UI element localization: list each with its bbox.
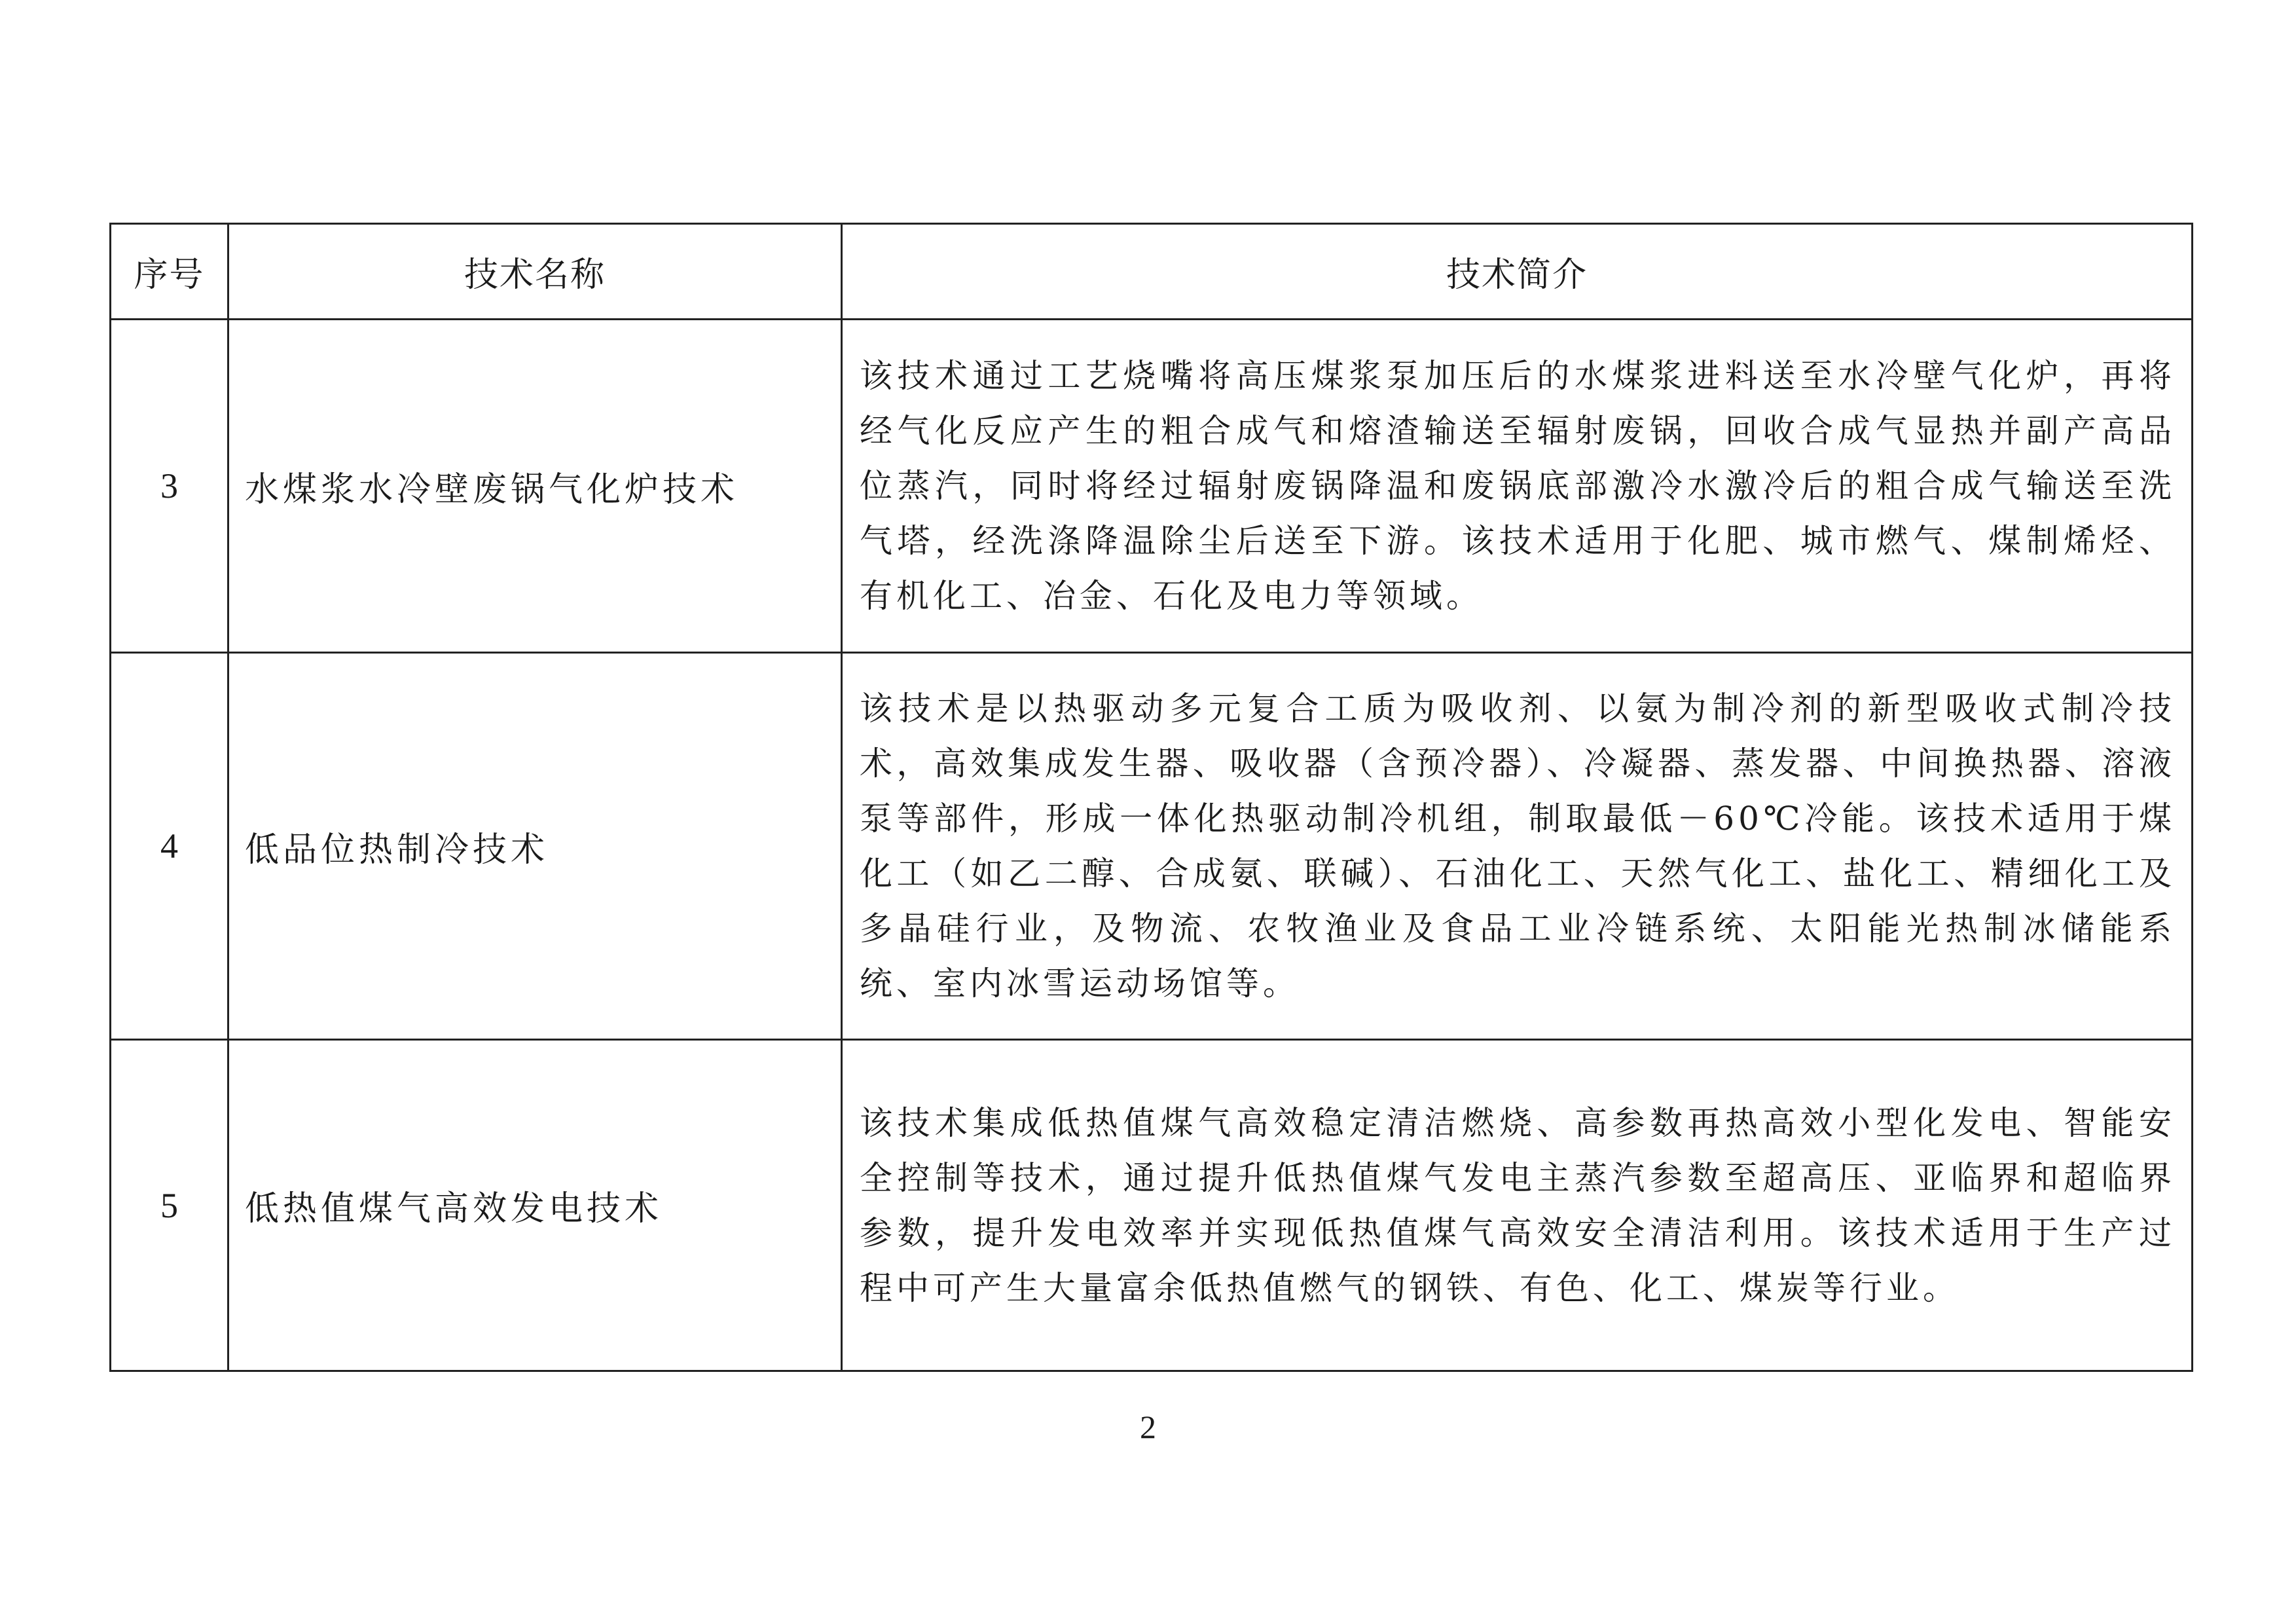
page-number: 2 xyxy=(1140,1409,1156,1445)
table-row xyxy=(111,653,2193,1040)
technology-name: 低品位热制冷技术 xyxy=(228,653,842,1040)
table-row xyxy=(111,1040,2193,1371)
row-number: 3 xyxy=(111,320,228,653)
table-header-row xyxy=(111,224,2193,320)
technology-description-cell xyxy=(842,320,2193,653)
technology-name: 低热值煤气高效发电技术 xyxy=(228,1040,842,1371)
technology-name: 水煤浆水冷壁废锅气化炉技术 xyxy=(228,320,842,653)
row-number: 5 xyxy=(111,1040,228,1371)
technology-table xyxy=(109,223,2193,1372)
technology-description: 该技术通过工艺烧嘴将高压煤浆泵加压后的水煤浆进料送至水冷壁气化炉，再将经气化反应产生的粗合成气和熔渣输送至辐射废锅，回收合成气显热并副产高品位蒸汽，同时将经过辐射废锅降温和废锅底部激冷水激冷后的粗合成气输送至洗气塔，经洗涤降温除尘后送至下游。该技术适用于化肥、城市燃气、煤制烯烃、有机化工、冶金、石化及电力等领域。 xyxy=(860,357,2176,615)
technology-description: 该技术是以热驱动多元复合工质为吸收剂、以氨为制冷剂的新型吸收式制冷技术，高效集成发生器、吸收器（含预冷器）、冷凝器、蒸发器、中间换热器、溶液泵等部件，形成一体化热驱动制冷机组，制取最低－60℃冷能。该技术适用于煤化工（如乙二醇、合成氨、联碱）、石油化工、天然气化工、盐化工、精细化工及多晶硅行业，及物流、农牧渔业及食品工业冷链系统、太阳能光热制冰储能系统、室内冰雪运动场馆等。 xyxy=(860,690,2176,1003)
row-number: 4 xyxy=(111,653,228,1040)
technology-description-cell xyxy=(842,653,2193,1040)
technology-description: 该技术集成低热值煤气高效稳定清洁燃烧、高参数再热高效小型化发电、智能安全控制等技术，通过提升低热值煤气发电主蒸汽参数至超高压、亚临界和超临界参数，提升发电效率并实现低热值煤气高效安全清洁利用。该技术适用于生产过程中可产生大量富余低热值燃气的钢铁、有色、化工、煤炭等行业。 xyxy=(860,1103,2176,1307)
header-description: 技术简介 xyxy=(842,224,2193,320)
table-row xyxy=(111,320,2193,653)
technology-description-cell xyxy=(842,1040,2193,1371)
header-number: 序号 xyxy=(111,224,228,320)
header-name: 技术名称 xyxy=(228,224,842,320)
